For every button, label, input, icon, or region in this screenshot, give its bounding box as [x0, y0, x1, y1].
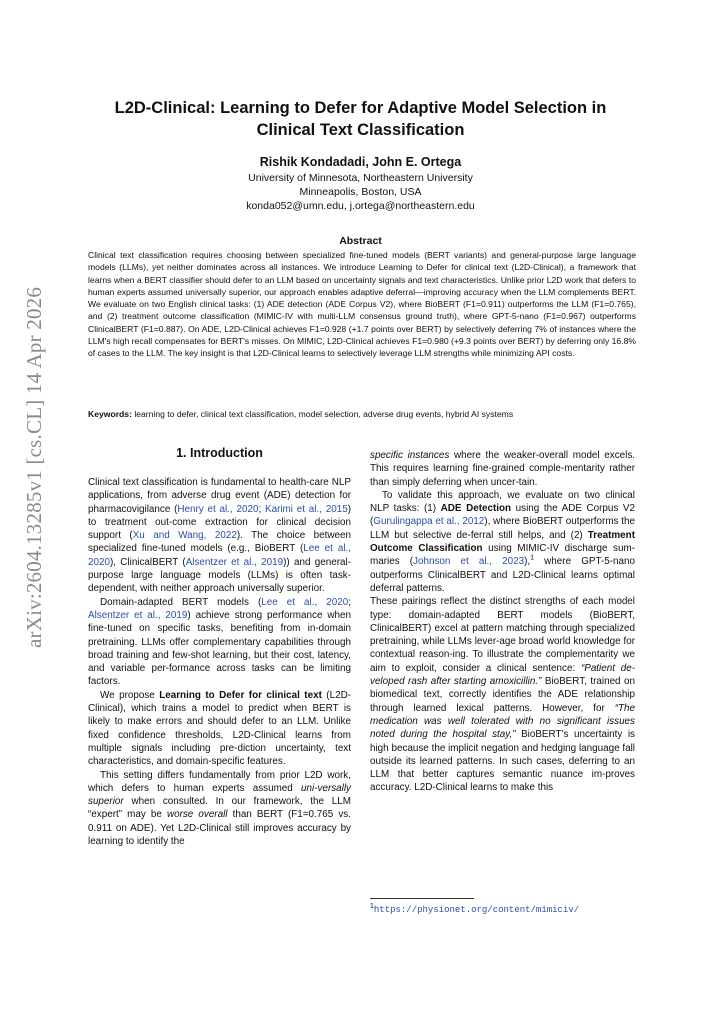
intro-paragraph-3: We propose Learning to Defer for clinical text (L2D-Clinical), which trains a model to predict when BERT is likely to make errors and should defer to an LLM. Unlike fixed confidence thresholds, L2D-Clinical learns from multiple signals including pre-diction uncertainty, text characteristics, and domain-specific features.	[88, 689, 352, 768]
citation-link[interactable]: Alsentzer et al., 2019	[185, 556, 284, 568]
abstract-body: Clinical text classification requires choosing between specialized fine-tuned models (BERT variants) and general-purpose large language models (LLMs), yet neither dominates across all instances. We introduce Learning to Defer for clinical text (L2D-Clinical), a framework that learns when a BERT classifier should defer to an LLM based on uncertainty signals and text characteristics. Unlike prior L2D work that defers to human experts assumed universally superior, our approach enables adaptive deferral—improving accuracy when the LLM complements BERT. We evaluate on two English clinical tasks: (1) ADE detection (ADE Corpus V2), where BioBERT (F1=0.911) outperforms the LLM (F1=0.765), and (2) treatment outcome classification (MIMIC-IV with multi-LLM consensus ground truth), where GPT-5-nano (F1=0.967) outperforms ClinicalBERT (F1=0.887). On ADE, L2D-Clinical achieves F1=0.928 (+1.7 points over BERT) by selectively deferring 7% of instances where the LLM's high recall compensates for BERT's misses. On MIMIC, L2D-Clinical achieves F1=0.980 (+9.3 points over BERT) by deferring only 16.8% of cases to the LLM. The key insight is that L2D-Clinical learns to selectively leverage LLM strengths while minimizing API costs.	[88, 250, 636, 359]
footnote-url[interactable]: https://physionet.org/content/mimiciv/	[373, 905, 580, 915]
intro-paragraph-1: Clinical text classification is fundamental to health-care NLP applications, from adverse drug event (ADE) detection for pharmacovigilance (Henry et al., 2020; Karimi et al., 2015) to treatment out-come extraction for clinical decision support (Xu and Wang, 2022). The choice between specialized fine-tuned models (e.g., BioBERT (Lee et al., 2020), ClinicalBERT (Alsentzer et al., 2019)) and general-purpose large language models (LLMs) is often task-dependent, with neither approach universally superior.	[88, 477, 351, 595]
citation-link[interactable]: Xu and Wang, 2022	[132, 530, 237, 542]
citation-link[interactable]: Karimi et al., 2015	[265, 503, 348, 515]
intro-paragraph-6: These pairings reflect the distinct strengths of each model type: domain-adapted BERT models (BioBERT, ClinicalBERT) excel at pattern matching through specialized pretraining, while LLMs lever-age broad world knowledge for contextual reason-ing. To illustrate the complementarity we aim to exploit, consider a clinical sentence: “Patient de-veloped rash after starting amoxicillin.” BioBERT, trained on biomedical text, correctly identifies the ADE relationship through learned lexical patterns. However, for “The medication was well tolerated with no significant issues noted during the hospital stay,” BioBERT’s uncertainty is high because the implicit negation and hedging language fall outside its learned patterns. In such cases, deferring to an LLM that better captures semantic nuance im-proves accuracy. L2D-Clinical learns to make this	[370, 596, 635, 794]
citation-link[interactable]: Gurulingappa et al., 2012	[373, 516, 485, 528]
intro-paragraph-5: To validate this approach, we evaluate on two clinical NLP tasks: (1) ADE Detection using the ADE Corpus V2 (Gurulingappa et al., 2012), where BioBERT outperforms the LLM but selective de-ferral still helps, and (2) Treatment Outcome Classification using MIMIC-IV discharge sum-maries (Johnson et al., 2023),$^1$ where GPT-5-nano outperforms ClinicalBERT and L2D-Clinical learns optimal deferral patterns.	[370, 489, 635, 594]
affiliation-locations: Minneapolis, Boston, USA	[299, 186, 422, 198]
footnote-ref[interactable]: 1	[530, 555, 535, 563]
citation-link[interactable]: Alsentzer et al., 2019	[88, 609, 188, 621]
citation-link[interactable]: Lee et al., 2020	[261, 596, 349, 608]
section-heading-introduction: 1. Introduction	[176, 446, 263, 460]
footnote-divider	[370, 898, 474, 899]
citation-link[interactable]: Henry et al., 2020	[177, 503, 259, 515]
intro-paragraph-4-cont: specific instances where the weaker-overall model excels. This requires learning fine-grained comple-mentarity rather than simply deferring when uncer-tain.	[370, 450, 635, 488]
citation-link[interactable]: Lee et al., 2020	[88, 543, 351, 568]
affiliation-institutions: University of Minnesota, Northeastern University	[248, 172, 473, 184]
intro-paragraph-2: Domain-adapted BERT models (Lee et al., 2020; Alsentzer et al., 2019) achieve strong performance when fine-tuned on specific tasks, benefiting from in-domain pretraining. LLMs offer complementary capabilities through broad training and few-shot learning, but their cost, latency, and variable per-formance across tasks can be limiting factors.	[88, 596, 351, 688]
arxiv-id[interactable]: arXiv:2604.13285v1 [cs.CL] 14 Apr 2026	[22, 286, 46, 648]
keywords-text: learning to defer, clinical text classification, model selection, adverse drug events, hybrid AI systems	[131, 409, 514, 419]
footnote	[370, 903, 635, 916]
citation-link[interactable]: Johnson et al., 2023	[413, 556, 525, 568]
right-column	[370, 449, 635, 795]
paper-title	[60, 97, 661, 141]
author-emails[interactable]: konda052@umn.edu, j.ortega@northeastern.edu	[246, 200, 475, 212]
keywords	[88, 408, 636, 420]
title-line-1: L2D-Clinical: Learning to Defer for Adaptive Model Selection in	[114, 99, 607, 117]
footnote-mark: 1	[370, 903, 374, 910]
authors: Rishik Kondadadi, John E. Ortega	[259, 155, 462, 169]
intro-paragraph-4: This setting differs fundamentally from prior L2D work, which defers to human experts assumed uni-versally superior when consulted. In our framework, the LLM “expert” may be worse overall than BERT (F1=0.765 vs. 0.911 on ADE). Yet L2D-Clinical still improves accuracy by learning to identify the	[88, 769, 351, 848]
abstract-heading: Abstract	[339, 235, 382, 247]
left-column	[88, 476, 351, 848]
title-line-2: Clinical Text Classification	[256, 121, 465, 139]
keywords-label: Keywords:	[88, 409, 132, 419]
